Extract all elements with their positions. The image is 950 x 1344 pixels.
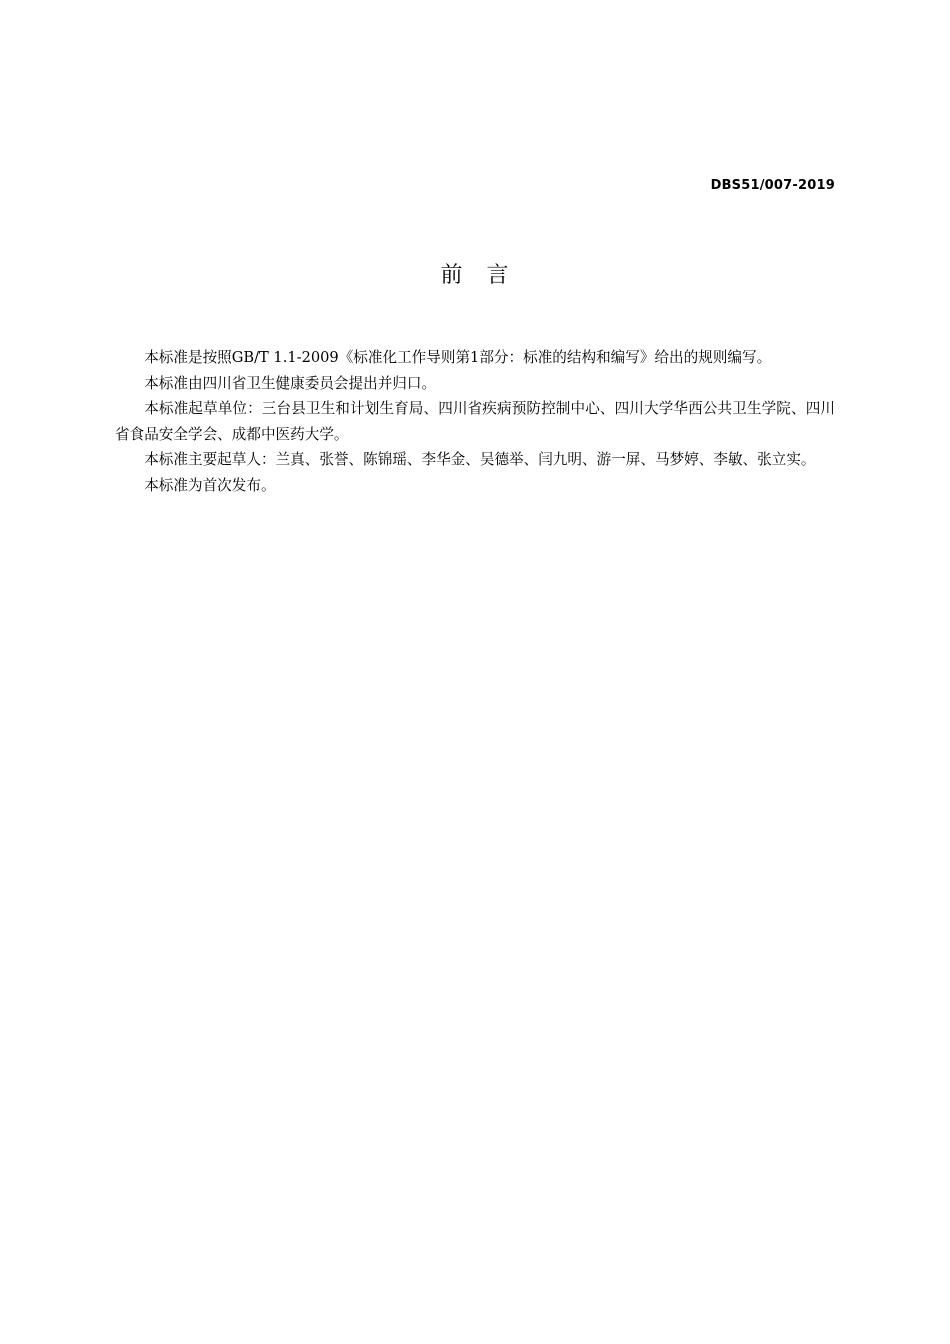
paragraph-drafters: 本标准主要起草人：兰真、张誉、陈锦瑶、李华金、吴德举、闫九明、游一屏、马梦婷、李敏、张立实。: [144, 451, 816, 468]
paragraph-drafting-rules: 本标准是按照GB/T 1.1-2009《标准化工作导则第1部分：标准的结构和编写》给出的规则编写。: [144, 349, 772, 366]
paragraph-first-release: 本标准为首次发布。: [144, 476, 276, 494]
document-code: DBS51/007-2019: [710, 178, 835, 193]
foreword-body: [115, 345, 835, 498]
paragraph-proposer: 本标准由四川省卫生健康委员会提出并归口。: [144, 374, 437, 392]
paragraph-drafting-units: 本标准起草单位：三台县卫生和计划生育局、四川省疾病预防控制中心、四川大学华西公共卫生学院、四川省食品安全学会、成都中医药大学。: [115, 400, 835, 443]
section-title: 前 言: [440, 263, 510, 288]
